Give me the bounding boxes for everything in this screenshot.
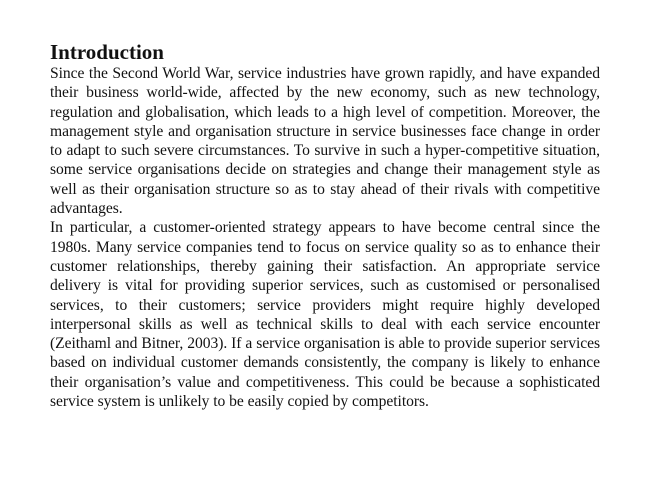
section-heading: Introduction (50, 40, 164, 64)
paragraph-2: In particular, a customer-oriented strategy appears to have become central since the 1980s. Many service companies tend to focus on service quality so as to enhance their customer relationships, thereby gaining their satisfaction. An appropriate service delivery is vital for providing superior services, such as customised or personalised services, to their customers; service providers might require highly developed interpersonal skills as well as technical skills to deal with each service encounter (Zeithaml and Bitner, 2003). If a service organisation is able to provide superior services based on individual customer demands consistently, the company is likely to enhance their organisation’s value and competitiveness. This could be because a sophisticated service system is unlikely to be easily copied by competitors. (50, 219, 600, 411)
paragraph-1: Since the Second World War, service industries have grown rapidly, and have expanded their business world-wide, affected by the new economy, such as new technology, regulation and globalisation, which leads to a high level of competition. Moreover, the management style and organisation structure in service businesses face change in order to adapt to such severe circumstances. To survive in such a hyper-competitive situation, some service organisations decide on strategies and change their management style as well as their organisation structure so as to stay ahead of their rivals with competitive advantages. (50, 65, 600, 218)
document-page (50, 40, 600, 411)
